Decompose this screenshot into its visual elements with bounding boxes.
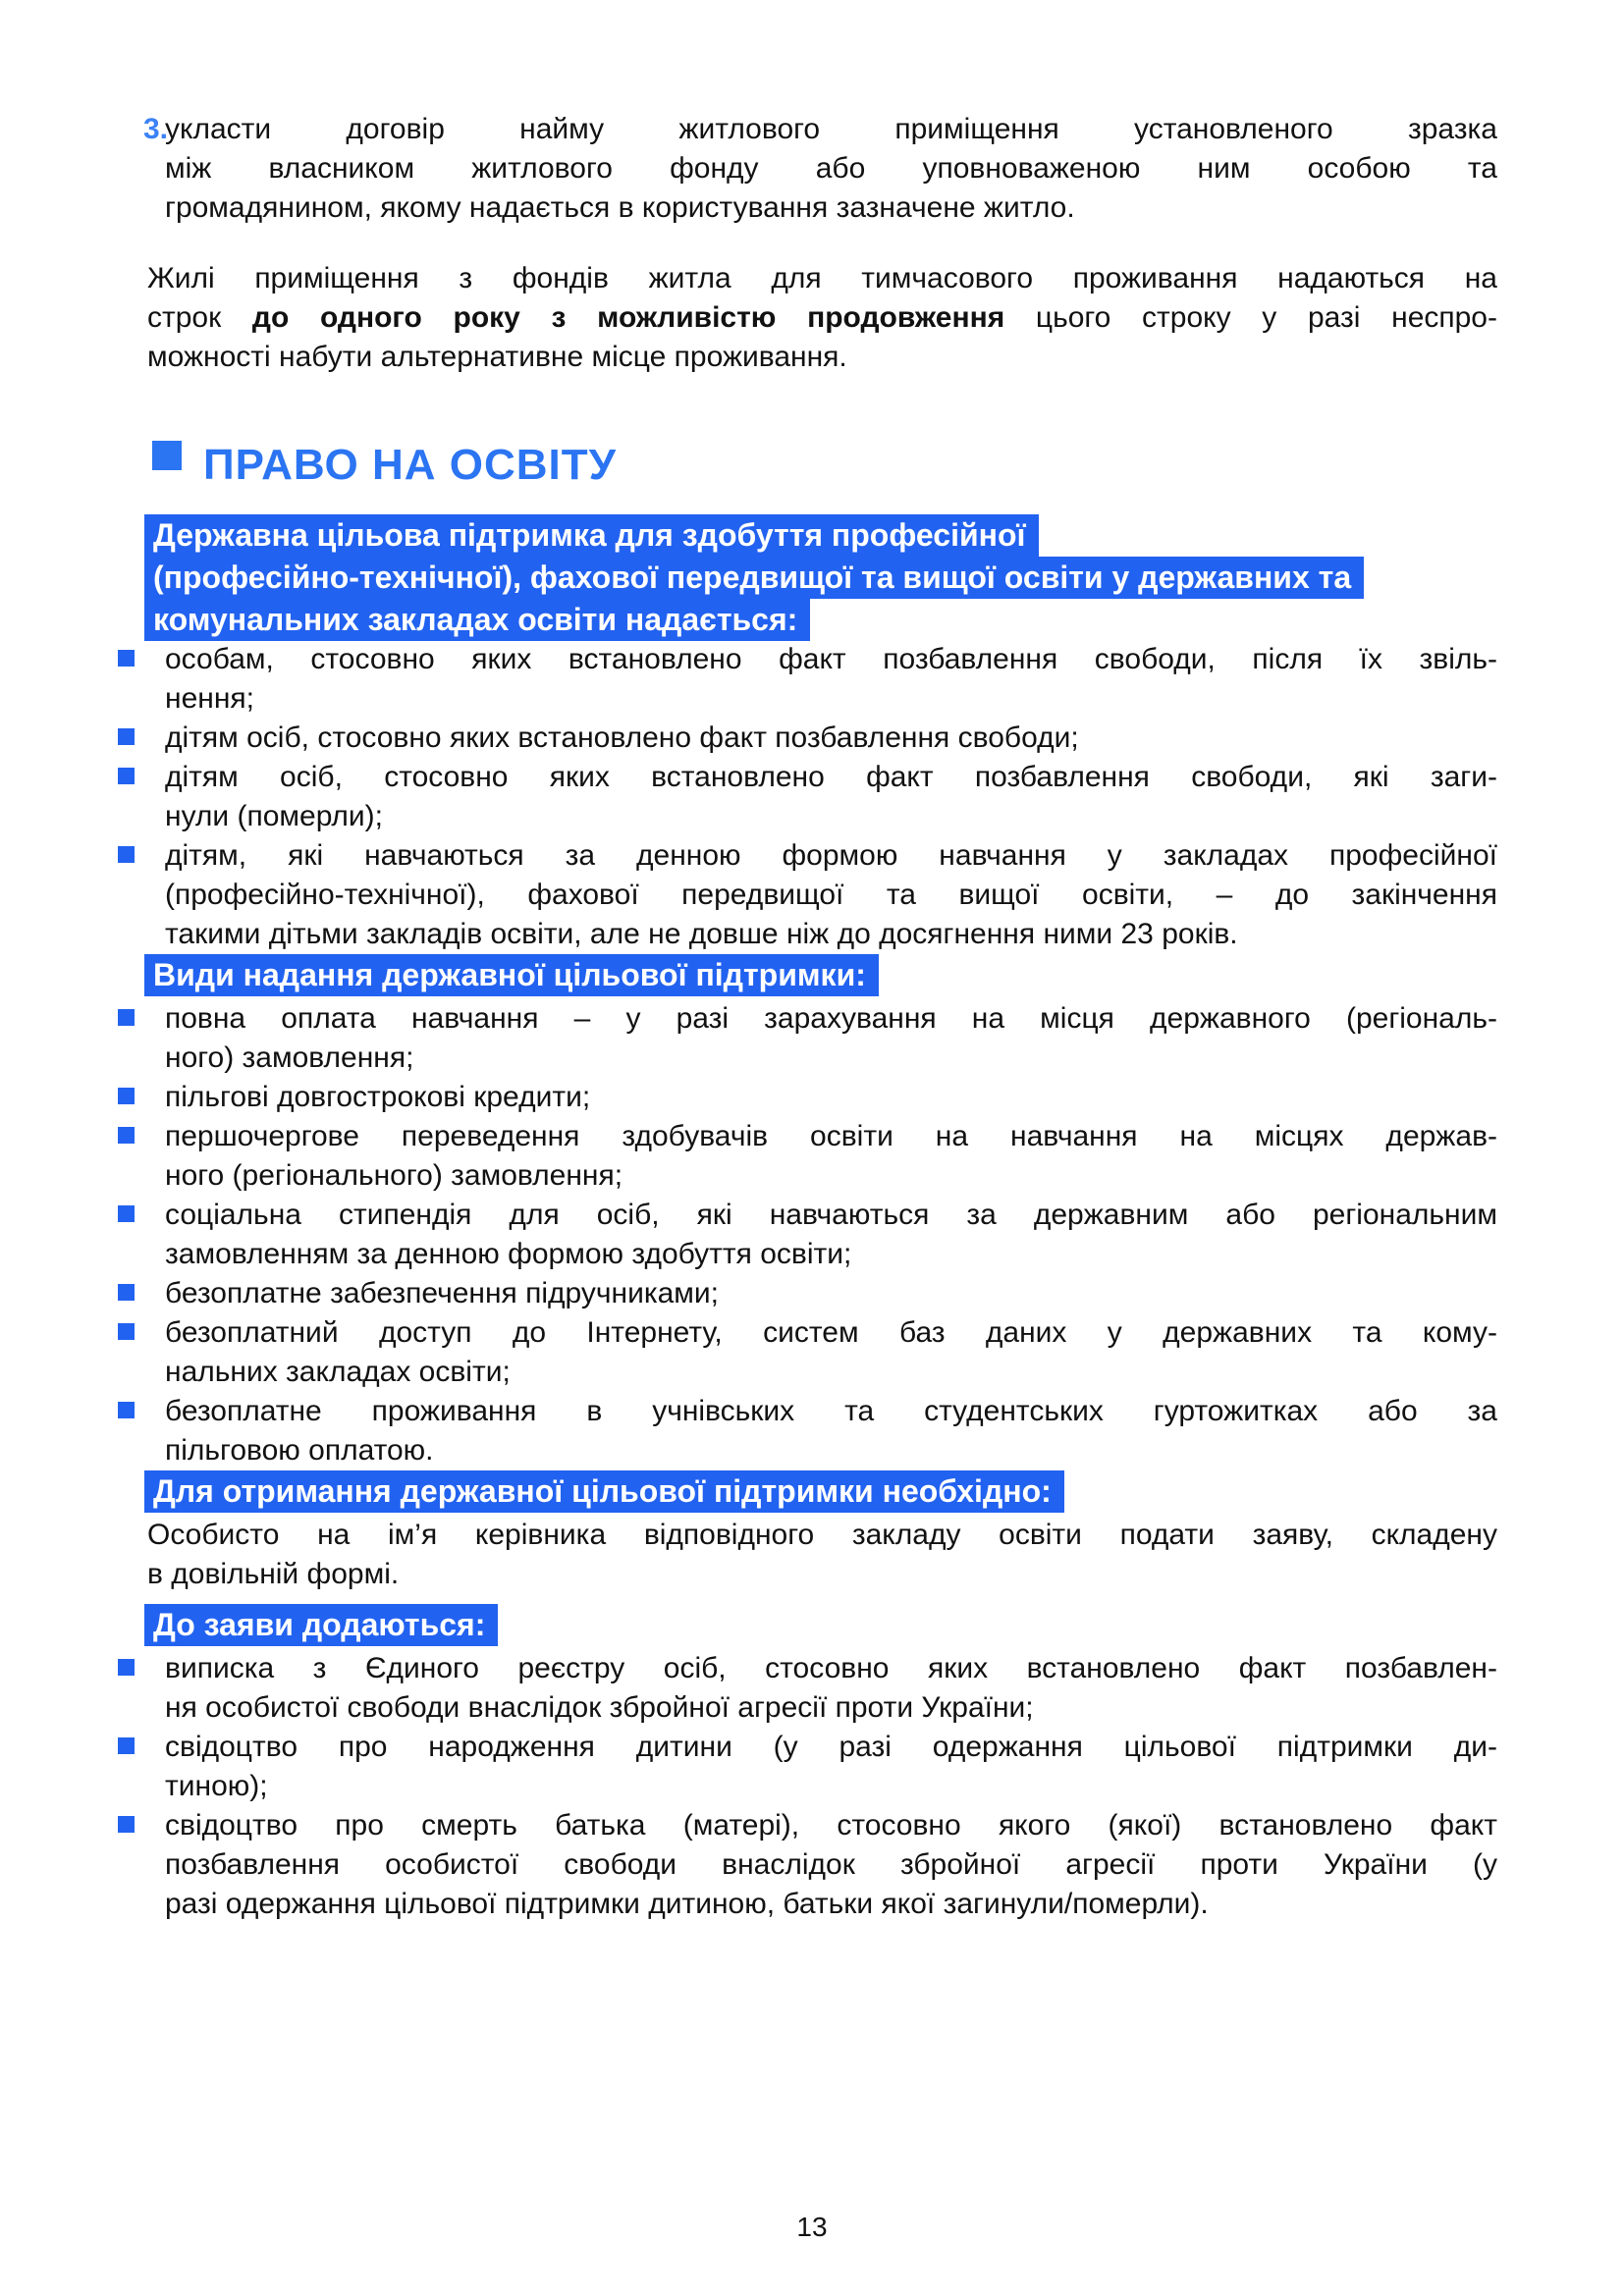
section-marker-icon: [152, 441, 182, 470]
list-item: [118, 999, 1497, 1078]
text-line: ного) замовлення;: [165, 1041, 414, 1074]
section-title: ПРАВО НА ОСВІТУ: [203, 440, 618, 489]
paragraph-text: цього строку у разі неспро-: [1004, 301, 1497, 334]
bullet-square-icon: [118, 1284, 135, 1301]
highlight-header-line: До заяви додаються:: [144, 1604, 498, 1646]
text-line: безоплатне проживання в учнівських та студентських гуртожитках або за: [165, 1395, 1497, 1427]
list-item-text: [165, 836, 1497, 954]
list-item-text: [165, 999, 1497, 1078]
paragraph-line: [147, 298, 1497, 338]
highlight-header-line: Для отримання державної цільової підтримки необхідно:: [144, 1470, 1064, 1513]
text-line: ного (регіонального) замовлення;: [165, 1159, 623, 1192]
bullet-square-icon: [118, 650, 135, 667]
list-item: [118, 1728, 1497, 1806]
text-line: соціальна стипендія для осіб, які навчаються за державним або регіональним: [165, 1199, 1497, 1231]
list-item-text: [165, 1313, 1497, 1392]
bullet-square-icon: [118, 1323, 135, 1340]
list-item-text: [165, 1274, 1497, 1313]
list-item: [118, 640, 1497, 719]
text-line: разі одержання цільової підтримки дитиною, батьки якої загинули/померли).: [165, 1888, 1209, 1920]
text-line: нальних закладах освіти;: [165, 1356, 511, 1388]
list-item-text: [165, 1806, 1497, 1924]
paragraph-bold-text: до одного року з можливістю продовження: [251, 301, 1005, 334]
numbered-item-3: [143, 110, 1497, 228]
list-item: [118, 1196, 1497, 1274]
text-line: безоплатне забезпечення підручниками;: [165, 1277, 720, 1309]
text-line: позбавлення особистої свободи внаслідок збройної агресії проти України (у: [165, 1848, 1497, 1881]
list-item: [118, 758, 1497, 836]
list-item: [118, 1392, 1497, 1470]
text-line: пільговою оплатою.: [165, 1434, 434, 1467]
intro-paragraph: [147, 259, 1497, 377]
bullet-square-icon: [118, 1659, 135, 1676]
page-number: 13: [796, 2212, 828, 2242]
list-item-text: [165, 1078, 1497, 1117]
bullet-square-icon: [118, 768, 135, 784]
bullet-square-icon: [118, 1816, 135, 1833]
text-line: між власником житлового фонду або уповноваженою ним особою та: [165, 152, 1497, 185]
text-line: в довільній формі.: [147, 1558, 400, 1590]
highlight-header-2: [144, 954, 879, 996]
text-line: (професійно-технічної), фахової передвищої та вищої освіти, – до закінчення: [165, 879, 1497, 911]
numbered-item-text: [165, 110, 1497, 228]
highlight-header-line: Види надання державної цільової підтримки:: [144, 954, 879, 996]
text-line: особам, стосовно яких встановлено факт позбавлення свободи, після їх звіль-: [165, 643, 1497, 675]
bullet-list-2: [118, 999, 1497, 1470]
bullet-square-icon: [118, 1127, 135, 1144]
text-line: тиною);: [165, 1770, 268, 1802]
list-item: [118, 1078, 1497, 1117]
highlight-header-4: [144, 1604, 498, 1646]
highlight-header-line: комунальних закладах освіти надається:: [144, 599, 810, 641]
bullet-square-icon: [118, 1009, 135, 1026]
list-item: [118, 1117, 1497, 1196]
list-item-text: [165, 719, 1497, 758]
text-line: першочергове переведення здобувачів освіти на навчання на місцях держав-: [165, 1120, 1497, 1152]
section-heading: [152, 440, 617, 487]
bullet-square-icon: [118, 728, 135, 745]
list-item: [118, 1274, 1497, 1313]
list-item-text: [165, 640, 1497, 719]
list-item-text: [165, 1728, 1497, 1806]
text-line: повна оплата навчання – у разі зарахування на місця державного (регіональ-: [165, 1002, 1497, 1035]
list-item: [118, 719, 1497, 758]
text-line: нення;: [165, 682, 254, 715]
list-item-text: [165, 1392, 1497, 1470]
bullet-list-3: [118, 1649, 1497, 1924]
paragraph-text: строк: [147, 301, 252, 334]
text-line: свідоцтво про смерть батька (матері), стосовно якого (якої) встановлено факт: [165, 1809, 1497, 1842]
list-item: [118, 836, 1497, 954]
bullet-square-icon: [118, 1205, 135, 1222]
highlight-header-line: Державна цільова підтримка для здобуття професійної: [144, 514, 1039, 557]
text-line: укласти договір найму житлового приміщення установленого зразка: [165, 113, 1497, 145]
text-line: Особисто на ім’я керівника відповідного закладу освіти подати заяву, складену: [147, 1519, 1497, 1551]
text-line: виписка з Єдиного реєстру осіб, стосовно яких встановлено факт позбавлен-: [165, 1652, 1497, 1684]
list-item: [118, 1806, 1497, 1924]
item-number: 3.: [143, 113, 169, 145]
text-line: дітям, які навчаються за денною формою навчання у закладах професійної: [165, 839, 1497, 872]
text-line: безоплатний доступ до Інтернету, систем баз даних у державних та кому-: [165, 1316, 1497, 1349]
highlight-header-line: (професійно-технічної), фахової передвищої та вищої освіти у державних та: [144, 557, 1364, 599]
bullet-square-icon: [118, 1402, 135, 1418]
list-item: [118, 1649, 1497, 1728]
paragraph-line: можності набути альтернативне місце проживання.: [147, 341, 847, 373]
text-line: свідоцтво про народження дитини (у разі одержання цільової підтримки ди-: [165, 1731, 1497, 1763]
application-paragraph: [147, 1516, 1497, 1594]
text-line: замовленням за денною формою здобуття освіти;: [165, 1238, 852, 1270]
bullet-square-icon: [118, 1088, 135, 1104]
list-item-text: [165, 1649, 1497, 1728]
highlight-header-1: [144, 514, 1364, 641]
list-item-text: [165, 758, 1497, 836]
list-item: [118, 1313, 1497, 1392]
list-item-text: [165, 1117, 1497, 1196]
bullet-square-icon: [118, 846, 135, 863]
text-line: нули (померли);: [165, 800, 383, 832]
text-line: такими дітьми закладів освіти, але не довше ніж до досягнення ними 23 років.: [165, 918, 1238, 950]
list-item-text: [165, 1196, 1497, 1274]
bullet-square-icon: [118, 1737, 135, 1754]
paragraph-line: Жилі приміщення з фондів житла для тимчасового проживання надаються на: [147, 262, 1497, 294]
text-line: дітям осіб, стосовно яких встановлено факт позбавлення свободи, які заги-: [165, 761, 1497, 793]
text-line: пільгові довгострокові кредити;: [165, 1081, 591, 1113]
highlight-header-3: [144, 1470, 1064, 1513]
bullet-list-1: [118, 640, 1497, 954]
text-line: ня особистої свободи внаслідок збройної агресії проти України;: [165, 1691, 1034, 1724]
text-line: дітям осіб, стосовно яких встановлено факт позбавлення свободи;: [165, 721, 1079, 754]
text-line: громадянином, якому надається в користування зазначене житло.: [165, 191, 1075, 224]
